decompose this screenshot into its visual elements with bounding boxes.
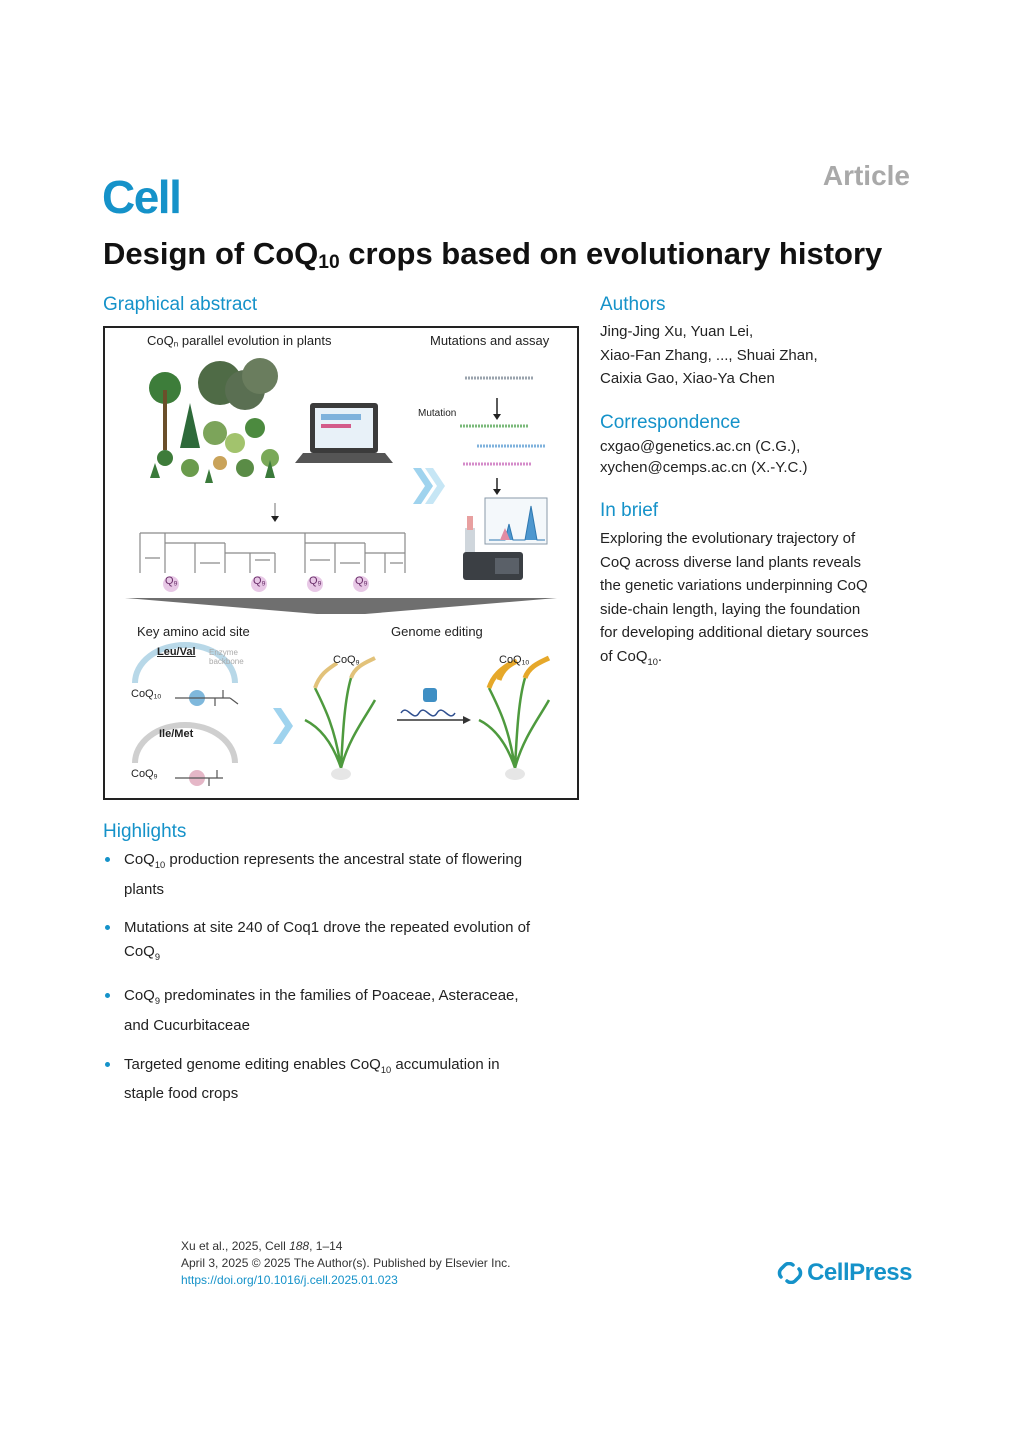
bullet-icon [105,925,110,930]
q-label: $Q_9$ [309,575,322,588]
rice-plant-icon [305,658,375,780]
ga-site1-label: Leu/Val [157,646,196,658]
highlight-item: CoQ$_9$ predominates in the families of Poaceae, Asteraceae, and Cucurbitaceae [103,984,583,1037]
highlights-list [103,848,583,1121]
ga-coq10-label: CoQ$_{10}$ [131,688,162,701]
ga-plant-left-label: CoQ$_9$ [333,654,360,667]
q-label: $Q_9$ [355,575,368,588]
doi-link[interactable]: https://doi.org/10.1016/j.cell.2025.01.023 [181,1273,398,1287]
q-marker-group [163,576,369,592]
cellpress-logo: CellPress [777,1259,912,1287]
ga-panel3-title: Key amino acid site [137,624,250,639]
genome-editing-arrow-icon [397,688,471,724]
ga-site2-label: Ile/Met [159,728,194,740]
highlight-item: Mutations at site 240 of Coq1 drove the repeated evolution of CoQ$_9$ [103,916,583,969]
q-label: $Q_9$ [253,575,266,588]
highlights-heading: Highlights [103,821,187,842]
article-title: Design of CoQ$_{10}$ crops based on evolutionary history [103,236,883,273]
section-divider [125,598,557,614]
plant-cluster-icon [145,358,285,498]
ga-enzyme-label: Enzyme backbone [209,648,244,666]
correspondence-email-link[interactable]: cxgao@genetics.ac.cn (C.G.), [600,438,801,455]
bullet-icon [105,1062,110,1067]
ga-panel2-title: Mutations and assay [430,333,550,348]
phylogenetic-tree-icon [140,503,405,573]
date-copyright-line: April 3, 2025 © 2025 The Author(s). Published by Elsevier Inc. [181,1256,511,1270]
ga-panel4-title: Genome editing [391,624,483,639]
enzyme-site-icon [135,645,238,786]
laptop-icon [295,403,393,463]
correspondence-emails [600,436,808,478]
graphical-abstract-heading: Graphical abstract [103,294,258,315]
ga-plant-right-label: CoQ$_{10}$ [499,654,530,667]
chromatogram-icon [463,498,547,580]
highlight-item: CoQ$_{10}$ production represents the ancestral state of flowering plants [103,848,583,901]
bullet-icon [105,993,110,998]
ga-mutation-label: Mutation [418,408,457,419]
authors-list: Jing-Jing Xu, Yuan Lei, Xiao-Fan Zhang, ..., Shuai Zhan, Caixia Gao, Xiao-Ya Chen [600,323,818,387]
bullet-icon [105,857,110,862]
rice-plant-icon [479,658,549,780]
ga-coq9-label: CoQ$_9$ [131,768,158,781]
citation-line: Xu et al., 2025, Cell 188, 1–14 [181,1239,343,1253]
in-brief-text: Exploring the evolutionary trajectory of CoQ across diverse land plants reveals the genetic variations underpinning CoQ side-chain length, laying the foundation for developing additional dietary sources of CoQ$_{10}$. [600,530,869,667]
correspondence-email-link[interactable]: xychen@cemps.ac.cn (X.-Y.C.) [600,459,808,476]
cellpress-logo-icon [777,1262,803,1284]
correspondence-heading: Correspondence [600,412,741,433]
highlight-item: Targeted genome editing enables CoQ$_{10}$ accumulation in staple food crops [103,1053,583,1106]
graphical-abstract-figure [103,326,579,800]
citation-footer [181,1238,510,1289]
article-type-label: Article [822,160,910,191]
authors-heading: Authors [600,294,666,315]
sequence-alignment-icon [460,378,545,495]
arrow-chevron-icon [273,708,293,744]
ga-panel1-title: CoQ$_n$ parallel evolution in plants [147,333,332,349]
in-brief-heading: In brief [600,500,659,521]
arrow-chevron-icon [413,468,445,504]
q-label: $Q_9$ [165,575,178,588]
journal-logo: Cell [102,171,181,223]
